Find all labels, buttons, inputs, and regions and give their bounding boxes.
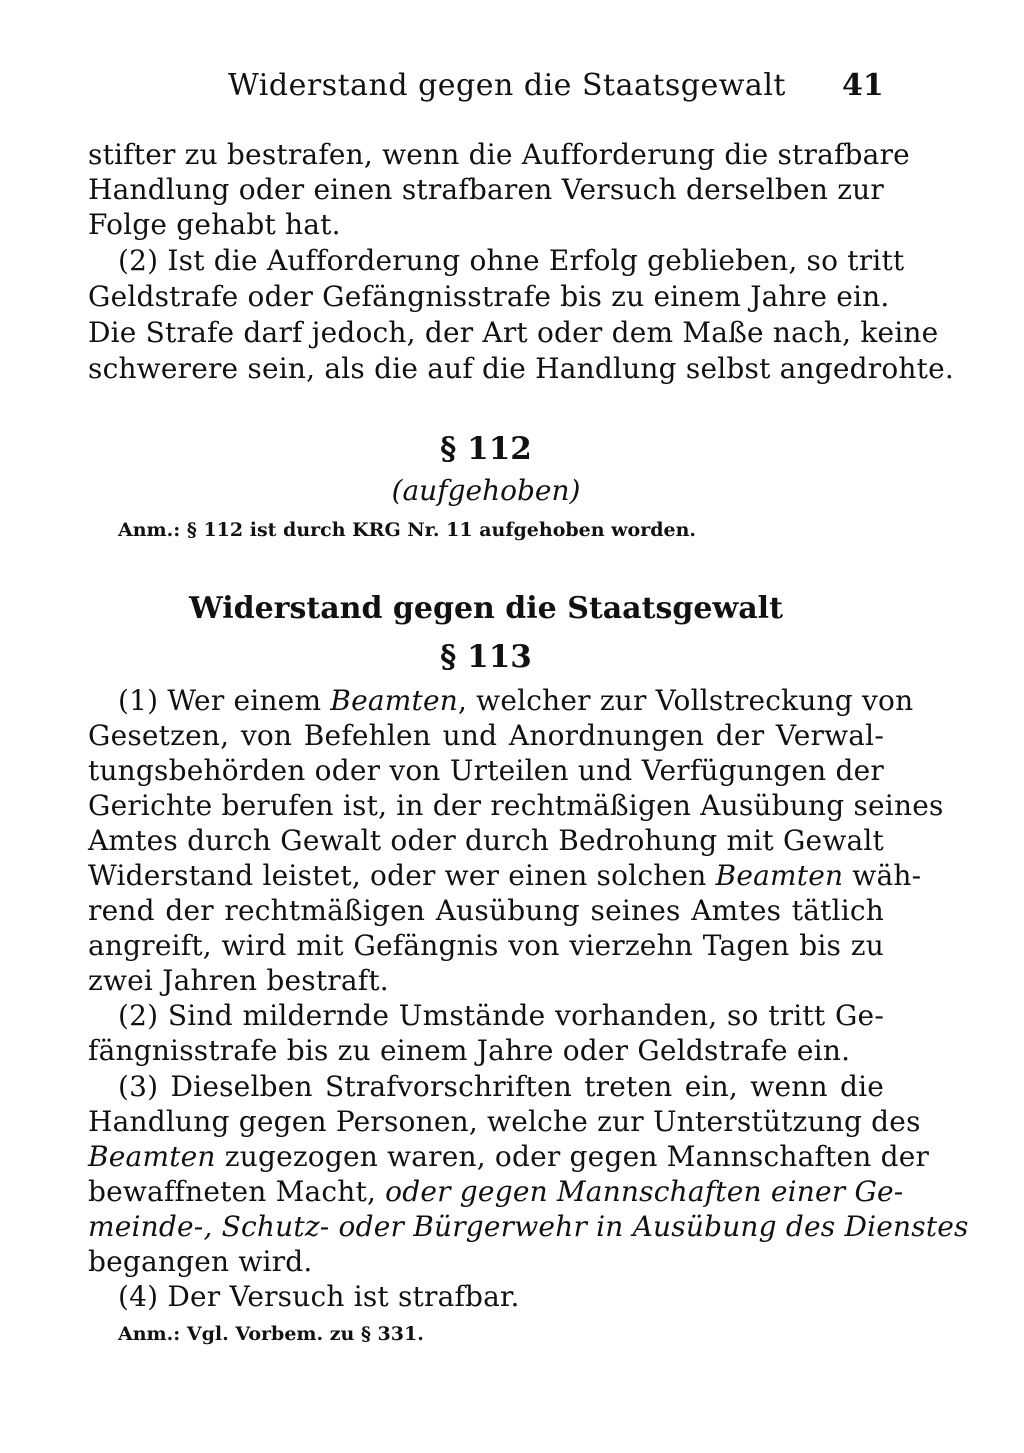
- text-line: stifter zu bestrafen, wenn die Aufforderung die strafbare: [88, 138, 910, 171]
- text-line: (2) Sind mildernde Umstände vorhanden, so tritt Ge-: [118, 999, 884, 1032]
- italic-text: oder gegen Mannschaften einer Ge-: [385, 1175, 904, 1208]
- text-line: Geldstrafe oder Gefängnisstrafe bis zu einem Jahre ein.: [88, 280, 890, 313]
- section-113-heading: Widerstand gegen die Staatsgewalt: [189, 591, 783, 626]
- text-line: schwerere sein, als die auf die Handlung selbst angedrohte.: [88, 352, 954, 385]
- text-line: Folge gehabt hat.: [88, 208, 341, 241]
- text-line: [118, 684, 914, 718]
- text-line: Handlung oder einen strafbaren Versuch derselben zur: [88, 173, 884, 206]
- text-line: Gesetzen, von Befehlen und Anordnungen der Verwal-: [88, 719, 884, 752]
- text-line: [88, 1175, 904, 1209]
- text-run: , welcher zur Vollstreckung von: [457, 684, 914, 717]
- text-run: wäh-: [843, 859, 922, 892]
- section-112-note: Anm.: § 112 ist durch KRG Nr. 11 aufgehoben worden.: [118, 519, 697, 541]
- text-line: begangen wird.: [88, 1245, 313, 1278]
- italic-term: Beamten: [330, 684, 458, 717]
- italic-term: Beamten: [88, 1140, 216, 1173]
- text-line: Amtes durch Gewalt oder durch Bedrohung mit Gewalt: [88, 824, 884, 857]
- text-line: [88, 1210, 969, 1244]
- text-line: [88, 859, 922, 893]
- text-line: angreift, wird mit Gefängnis von vierzehn Tagen bis zu: [88, 929, 884, 962]
- text-line: Gerichte berufen ist, in der rechtmäßigen Ausübung seines: [88, 789, 944, 822]
- section-112-status: (aufgehoben): [391, 474, 581, 507]
- text-line: tungsbehörden oder von Urteilen und Verfügungen der: [88, 754, 884, 787]
- text-line: Die Strafe darf jedoch, der Art oder dem Maße nach, keine: [88, 316, 939, 349]
- italic-text: meinde-, Schutz- oder Bürgerwehr in Ausübung des Dienstes: [88, 1210, 969, 1243]
- page-number: 41: [842, 68, 884, 103]
- text-line: fängnisstrafe bis zu einem Jahre oder Geldstrafe ein.: [88, 1034, 851, 1067]
- section-113-number: § 113: [440, 639, 532, 675]
- text-line: [88, 1140, 930, 1174]
- running-title: Widerstand gegen die Staatsgewalt: [228, 68, 786, 103]
- section-112-number: § 112: [440, 431, 532, 467]
- italic-term: Beamten: [715, 859, 844, 892]
- text-run: bewaffneten Macht,: [88, 1175, 386, 1208]
- text-run: zugezogen waren, oder gegen Mannschaften der: [215, 1140, 930, 1173]
- text-run: Widerstand leistet, oder wer einen solchen: [88, 859, 716, 892]
- text-line: rend der rechtmäßigen Ausübung seines Amtes tätlich: [88, 894, 884, 927]
- text-line: (2) Ist die Aufforderung ohne Erfolg geblieben, so tritt: [118, 244, 905, 277]
- text-line: (4) Der Versuch ist strafbar.: [118, 1280, 520, 1313]
- section-113-note: Anm.: Vgl. Vorbem. zu § 331.: [118, 1323, 424, 1345]
- text-line: Handlung gegen Personen, welche zur Unterstützung des: [88, 1105, 921, 1138]
- text-run: (1) Wer einem: [118, 684, 331, 717]
- text-line: (3) Dieselben Strafvorschriften treten ein, wenn die: [118, 1070, 884, 1103]
- text-line: zwei Jahren bestraft.: [88, 964, 389, 997]
